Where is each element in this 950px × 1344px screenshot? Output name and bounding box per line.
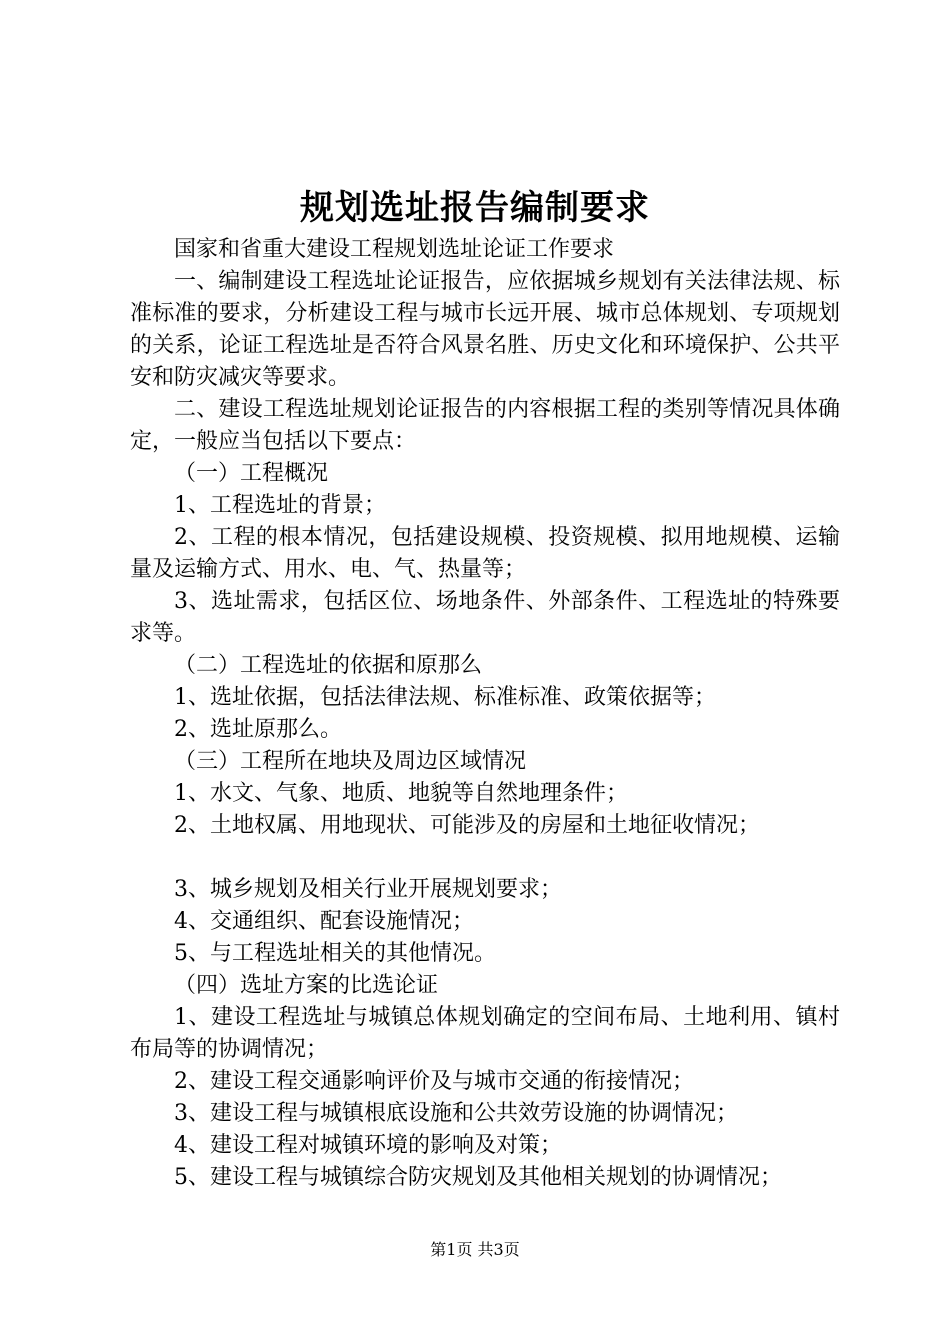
list-item: 3、选址需求，包括区位、场地条件、外部条件、工程选址的特殊要求等。 bbox=[130, 589, 840, 646]
paragraph-subheading-4: （四）选址方案的比选论证 bbox=[174, 973, 439, 998]
list-item: 2、工程的根本情况，包括建设规模、投资规模、拟用地规模、运输量及运输方式、用水、电、气、热量等； bbox=[130, 525, 840, 582]
list-item: 4、建设工程对城镇环境的影响及对策； bbox=[174, 1133, 562, 1158]
list-item: 3、城乡规划及相关行业开展规划要求； bbox=[174, 877, 562, 902]
page-title: 规划选址报告编制要求 bbox=[300, 188, 650, 228]
paragraph-section-2: 二、建设工程选址规划论证报告的内容根据工程的类别等情况具体确定，一般应当包括以下要点： bbox=[130, 397, 840, 454]
list-item: 2、选址原那么。 bbox=[174, 717, 342, 742]
list-item: 2、土地权属、用地现状、可能涉及的房屋和土地征收情况； bbox=[174, 813, 760, 838]
paragraph-subheading-2: （二）工程选址的依据和原那么 bbox=[174, 653, 483, 678]
list-item: 1、工程选址的背景； bbox=[174, 493, 386, 518]
paragraph-heading: 国家和省重大建设工程规划选址论证工作要求 bbox=[174, 237, 615, 262]
list-item: 1、水文、气象、地质、地貌等自然地理条件； bbox=[174, 781, 628, 806]
paragraph-section-1: 一、编制建设工程选址论证报告，应依据城乡规划有关法律法规、标准标准的要求，分析建设工程与城市长远开展、城市总体规划、专项规划的关系，论证工程选址是否符合风景名胜、历史文化和环境保护、公共平安和防灾减灾等要求。 bbox=[130, 269, 840, 390]
paragraph-subheading-1: （一）工程概况 bbox=[174, 461, 329, 486]
list-item: 5、建设工程与城镇综合防灾规划及其他相关规划的协调情况； bbox=[174, 1165, 782, 1190]
list-item: 1、建设工程选址与城镇总体规划确定的空间布局、土地利用、镇村布局等的协调情况； bbox=[130, 1005, 840, 1062]
list-item: 3、建设工程与城镇根底设施和公共效劳设施的协调情况； bbox=[174, 1101, 738, 1126]
document-body bbox=[130, 234, 840, 1194]
list-item: 2、建设工程交通影响评价及与城市交通的衔接情况； bbox=[174, 1069, 694, 1094]
list-item: 4、交通组织、配套设施情况； bbox=[174, 909, 474, 934]
paragraph-subheading-3: （三）工程所在地块及周边区域情况 bbox=[174, 749, 527, 774]
page-footer: 第1页 共3页 bbox=[430, 1240, 520, 1259]
list-item: 1、选址依据，包括法律法规、标准标准、政策依据等； bbox=[174, 685, 716, 710]
list-item: 5、与工程选址相关的其他情况。 bbox=[174, 941, 496, 966]
